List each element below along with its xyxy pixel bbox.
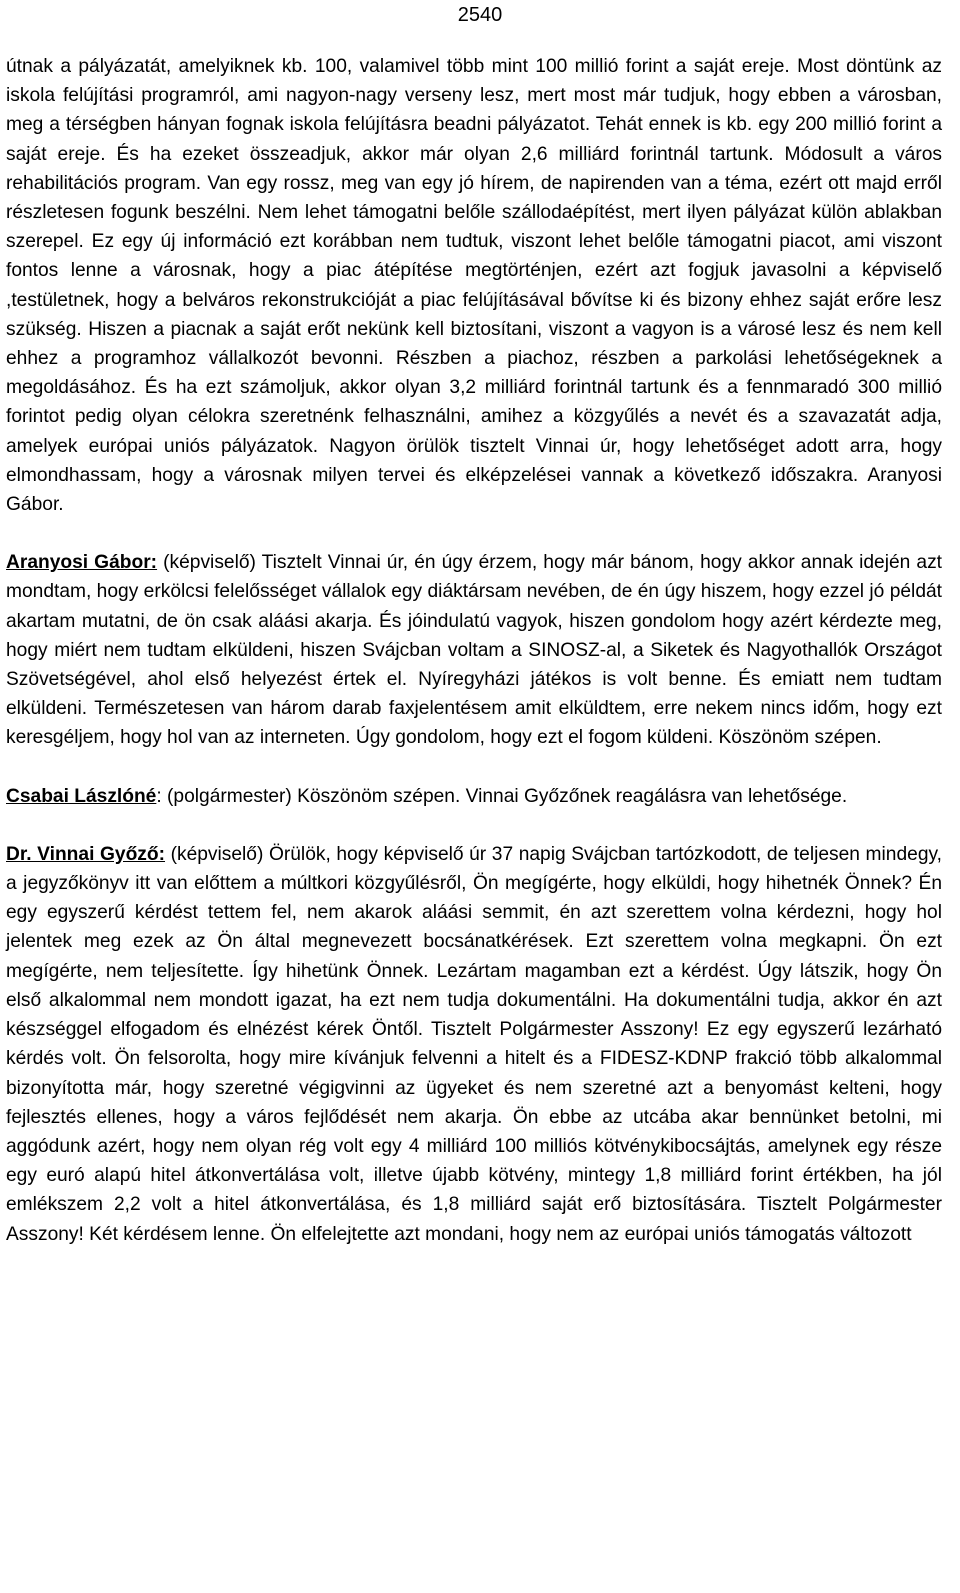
paragraph-text: (képviselő) Tisztelt Vinnai úr, én úgy érzem, hogy már bánom, hogy akkor annak idején azt mondtam, hogy erkölcsi felelősséget vállalok egy diáktársam nevében, de én úgy hiszem, hogy ezzel jó példát akartam mutatni, de ön csak aláási akarja. És jóindulatú vagyok, hiszen gondolom hogy azért kérdezte meg, hogy miért nem tudtam elküldeni, hiszen Svájcban voltam a SINOSZ-al, a Siketek és Nagyothallók Országot Szövetségével, ahol első helyezést értek el. Nyíregyházi játékos is volt benne. És emiatt nem tudtam elküldeni. Természetesen van három darab faxjelentésem amit elküldtem, erre nekem nincs időm, hogy ezt keresgéljem, hogy hol van az interneten. Úgy gondolom, hogy ezt el fogom küldeni. Köszönöm szépen. bbox=[6, 552, 942, 749]
speaker-name: Aranyosi Gábor: bbox=[6, 552, 158, 574]
speaker-name: Csabai Lászlóné bbox=[6, 785, 157, 807]
page-number: 2540 bbox=[457, 4, 503, 26]
paragraph-text: (képviselő) Örülök, hogy képviselő úr 37 napig Svájcban tartózkodott, de teljesen mindegy, a jegyzőkönyv itt van előttem a múltkori közgyűlésről, Ön megígérte, hogy elküldi, hogy hihetnék Önnek? Én egy egyszerű kérdést tettem fel, nem akarok aláási semmit, én azt szerettem volna kérdezni, hogy hol jelentek meg ezek az Ön által megnevezett bocsánatkérések. Ezt szerettem volna megkapni. Ön ezt megígérte, nem teljesítette. Így hihetünk Önnek. Lezártam magamban ezt a kérdést. Úgy látszik, hogy Ön első alkalommal nem mondott igazat, ha ezt nem tudja dokumentálni. Ha dokumentálni tudja, akkor én azt készséggel elfogadom és elnézést kérek Öntől. Tisztelt Polgármester Asszony! Ez egy egyszerű lezárható kérdés volt. Ön felsorolta, hogy mire kívánjuk felvenni a hitelt és a FIDESZ-KDNP frakció több alkalommal bizonyította már, hogy szeretné végigvinni az ügyeket és nem szeretné azt a benyomást kelteni, hogy fejlesztés ellenes, hogy a város fejlődését nem akarja. Ön ebbe az utcába akar bennünket betolni, mi aggódunk azért, hogy nem olyan rég volt egy 4 milliárd 100 milliós kötvénykibocsájtás, amelynek egy része egy euró alapú hitel átkonvertálása volt, illetve újabb kötvény, mintegy 1,8 milliárd forint értékben, ha jól emlékszem 2,2 volt a hitel átkonvertálása, és 1,8 milliárd saját erő biztosítására. Tisztelt Polgármester Asszony! Két kérdésem lenne. Ön elfelejtette azt mondani, hogy nem az európai uniós támogatás változott bbox=[6, 843, 942, 1245]
paragraph-text: (polgármester) Köszönöm szépen. Vinnai Győzőnek reagálásra van lehetősége. bbox=[161, 785, 848, 807]
paragraph-gap bbox=[6, 811, 942, 840]
paragraph-gap bbox=[6, 753, 942, 782]
paragraph-aranyosi bbox=[6, 548, 942, 752]
speaker-name: Dr. Vinnai Győző: bbox=[6, 843, 166, 865]
paragraph-mayor-continuation bbox=[6, 52, 942, 519]
paragraph-csabai bbox=[6, 782, 942, 811]
paragraph-vinnai bbox=[6, 840, 942, 1249]
paragraph-gap bbox=[6, 519, 942, 548]
speaker-suffix: : bbox=[156, 785, 162, 807]
paragraph-text: útnak a pályázatát, amelyiknek kb. 100, valamivel több mint 100 millió forint a saját ereje. Most döntünk az iskola felújítási programról, ami nagyon-nagy verseny lesz, mert most már tudjuk, hogy ebben a városban, meg a térségben hányan fognak iskola felújításra beadni pályázatot. Tehát ennek is kb. egy 200 millió forint a saját ereje. És ha ezeket összeadjuk, akkor már olyan 2,6 milliárd forintnál tartunk. Módosult a város rehabilitációs program. Van egy rossz, meg van egy jó hírem, de napirenden van a téma, ezért ott majd erről részletesen fogunk beszélni. Nem lehet támogatni belőle szállodaépítést, mert ilyen pályázat külön ablakban szerepel. Ez egy új információ ezt korábban nem tudtuk, viszont lehet belőle támogatni piacot, ami viszont fontos lenne a városnak, hogy a piac átépítése megtörténjen, ezért azt fogjuk javasolni a képviselő ,testületnek, hogy a belváros rekonstrukcióját a piac felújításával bővítse ki és bizony ehhez saját erőre lesz szükség. Hiszen a piacnak a saját erőt nekünk kell biztosítani, viszont a vagyon is a városé lesz és nem kell ehhez a programhoz vállalkozót bevonni. Részben a piachoz, részben a parkolási lehetőségeknek a megoldásához. És ha ezt számoljuk, akkor olyan 3,2 milliárd forintnál tartunk és a fennmaradó 300 millió forintot pedig olyan célokra szeretnénk felhasználni, amihez a közgyűlés a nevét és a szavazatát adja, amelyek európai uniós pályázatok. Nagyon örülök tisztelt Vinnai úr, hogy lehetőséget adott arra, hogy elmondhassam, hogy a városnak milyen tervei és elképzelései vannak a következő időszakra. Aranyosi Gábor. bbox=[6, 56, 942, 516]
document-body bbox=[6, 52, 942, 1249]
